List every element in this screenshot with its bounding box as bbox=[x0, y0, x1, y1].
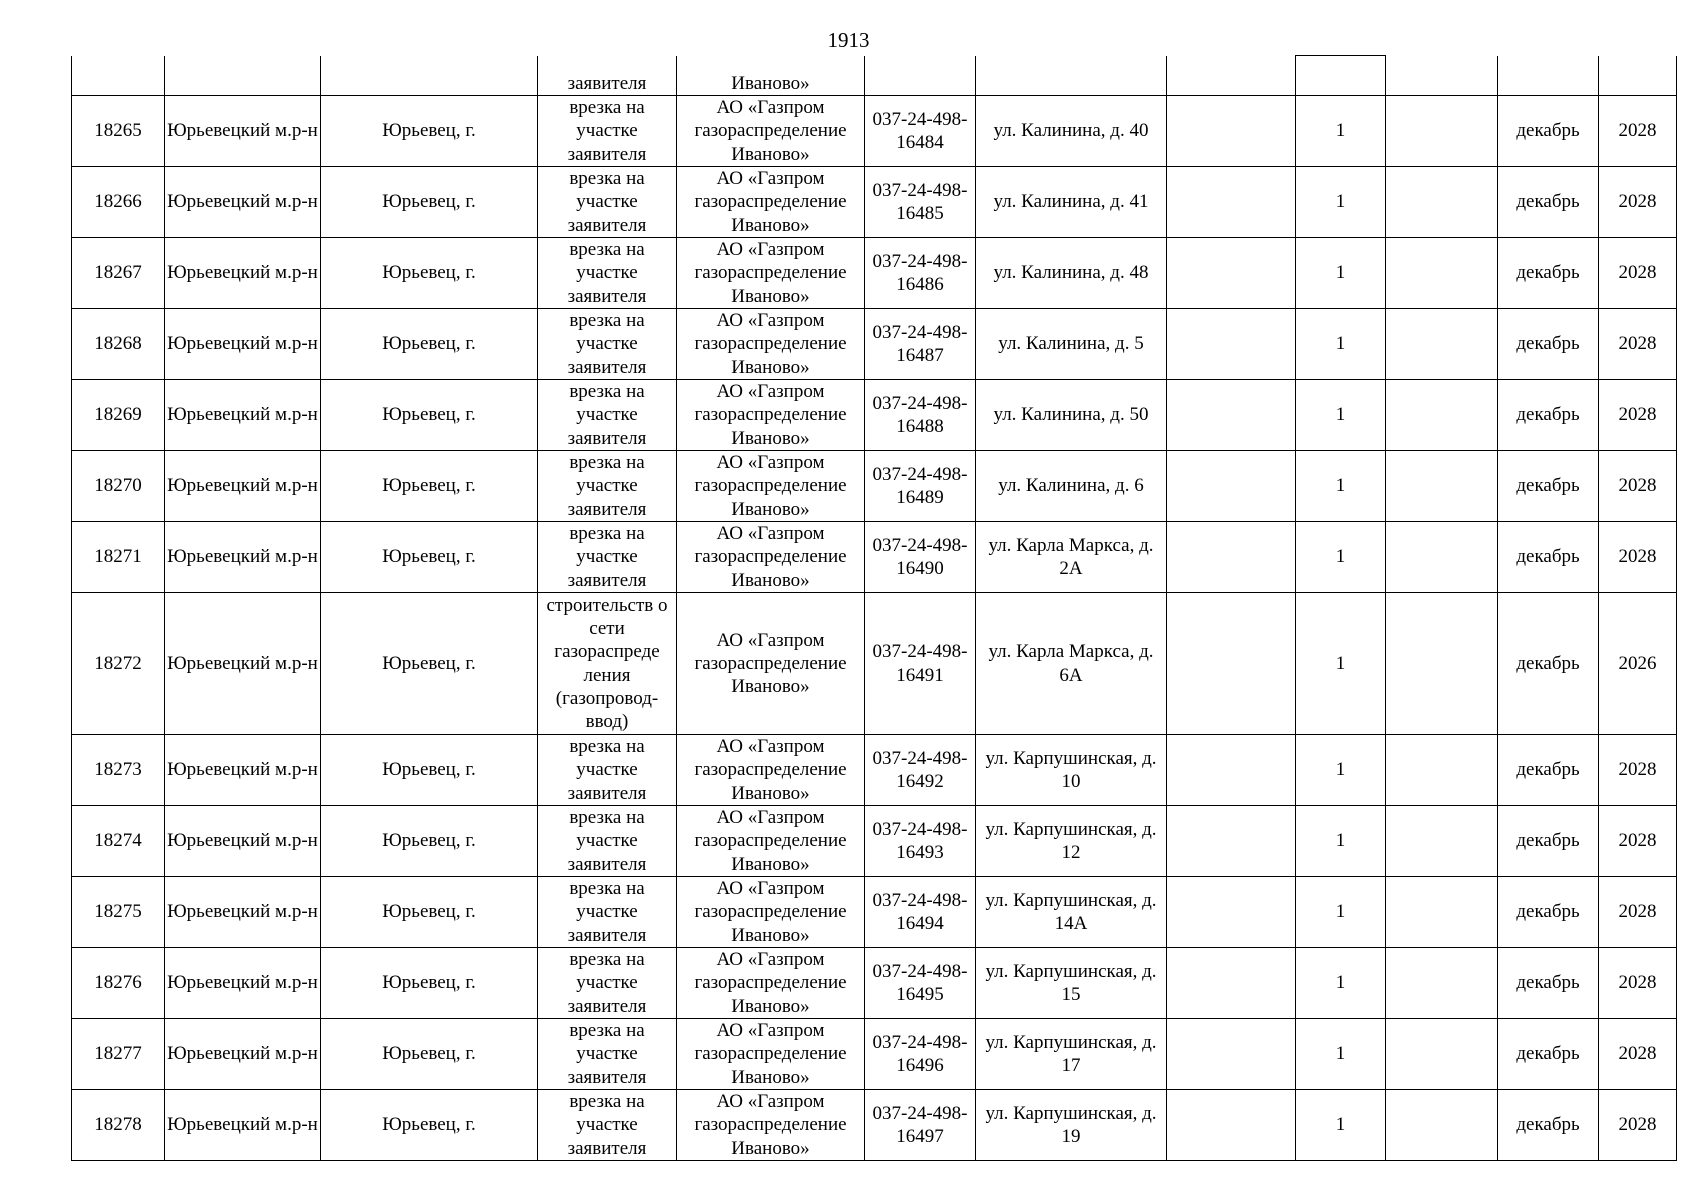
cell-work-type: врезка на участке заявителя bbox=[538, 167, 677, 238]
cell-code: 037-24-498-16496 bbox=[865, 1019, 976, 1090]
cell-locality: Юрьевец, г. bbox=[321, 451, 538, 522]
cell-code: 037-24-498-16491 bbox=[865, 593, 976, 735]
cell-col10 bbox=[1386, 56, 1498, 96]
cell-col10 bbox=[1386, 309, 1498, 380]
cell-organization: АО «Газпром газораспределение Иваново» bbox=[677, 451, 865, 522]
table-row bbox=[72, 735, 1677, 806]
cell-work-type: врезка на участке заявителя bbox=[538, 735, 677, 806]
cell-code: 037-24-498-16492 bbox=[865, 735, 976, 806]
cell-number: 18274 bbox=[72, 806, 165, 877]
cell-col10 bbox=[1386, 593, 1498, 735]
table-row bbox=[72, 96, 1677, 167]
cell-year: 2028 bbox=[1599, 167, 1677, 238]
cell-work-type: строительств о сети газораспреде ления (газопровод-ввод) bbox=[538, 593, 677, 735]
cell-organization: АО «Газпром газораспределение Иваново» bbox=[677, 96, 865, 167]
cell-work-type: врезка на участке заявителя bbox=[538, 309, 677, 380]
cell-col8 bbox=[1167, 96, 1296, 167]
cell-district bbox=[165, 56, 321, 96]
cell-organization: АО «Газпром газораспределение Иваново» bbox=[677, 167, 865, 238]
cell-number: 18267 bbox=[72, 238, 165, 309]
cell-organization: АО «Газпром газораспределение Иваново» bbox=[677, 735, 865, 806]
cell-address: ул. Калинина, д. 41 bbox=[976, 167, 1167, 238]
cell-year: 2028 bbox=[1599, 1090, 1677, 1161]
cell-district: Юрьевецкий м.р-н bbox=[165, 948, 321, 1019]
cell-district: Юрьевецкий м.р-н bbox=[165, 877, 321, 948]
cell-col8 bbox=[1167, 380, 1296, 451]
cell-quantity: 1 bbox=[1296, 877, 1386, 948]
cell-number bbox=[72, 56, 165, 96]
cell-number: 18266 bbox=[72, 167, 165, 238]
cell-district: Юрьевецкий м.р-н bbox=[165, 1090, 321, 1161]
cell-district: Юрьевецкий м.р-н bbox=[165, 593, 321, 735]
cell-col10 bbox=[1386, 451, 1498, 522]
cell-work-type: врезка на участке заявителя bbox=[538, 238, 677, 309]
cell-number: 18276 bbox=[72, 948, 165, 1019]
cell-address: ул. Калинина, д. 6 bbox=[976, 451, 1167, 522]
cell-address: ул. Калинина, д. 50 bbox=[976, 380, 1167, 451]
cell-month: декабрь bbox=[1498, 735, 1599, 806]
cell-district: Юрьевецкий м.р-н bbox=[165, 451, 321, 522]
cell-col8 bbox=[1167, 451, 1296, 522]
cell-month: декабрь bbox=[1498, 451, 1599, 522]
cell-work-type: врезка на участке заявителя bbox=[538, 806, 677, 877]
cell-month: декабрь bbox=[1498, 593, 1599, 735]
cell-quantity: 1 bbox=[1296, 948, 1386, 1019]
cell-address: ул. Карпушинская, д. 12 bbox=[976, 806, 1167, 877]
registry-body bbox=[72, 56, 1677, 1161]
cell-work-type: врезка на участке заявителя bbox=[538, 1019, 677, 1090]
cell-number: 18272 bbox=[72, 593, 165, 735]
continuation-row bbox=[72, 56, 1677, 96]
cell-address: ул. Карла Маркса, д. 2А bbox=[976, 522, 1167, 593]
cell-month: декабрь bbox=[1498, 380, 1599, 451]
cell-number: 18271 bbox=[72, 522, 165, 593]
cell-work-type: врезка на участке заявителя bbox=[538, 451, 677, 522]
cell-number: 18270 bbox=[72, 451, 165, 522]
cell-col10 bbox=[1386, 96, 1498, 167]
table-row bbox=[72, 167, 1677, 238]
table-row bbox=[72, 451, 1677, 522]
cell-year: 2028 bbox=[1599, 96, 1677, 167]
cell-address: ул. Карпушинская, д. 14А bbox=[976, 877, 1167, 948]
cell-work-type: врезка на участке заявителя bbox=[538, 948, 677, 1019]
cell-locality: Юрьевец, г. bbox=[321, 735, 538, 806]
cell-month: декабрь bbox=[1498, 309, 1599, 380]
cell-month: декабрь bbox=[1498, 948, 1599, 1019]
cell-year: 2028 bbox=[1599, 1019, 1677, 1090]
cell-organization: АО «Газпром газораспределение Иваново» bbox=[677, 1090, 865, 1161]
cell-col10 bbox=[1386, 167, 1498, 238]
cell-code: 037-24-498-16486 bbox=[865, 238, 976, 309]
cell-col8 bbox=[1167, 309, 1296, 380]
cell-col10 bbox=[1386, 522, 1498, 593]
cell-month: декабрь bbox=[1498, 167, 1599, 238]
cell-month: декабрь bbox=[1498, 1090, 1599, 1161]
cell-code: 037-24-498-16495 bbox=[865, 948, 976, 1019]
cell-quantity bbox=[1296, 56, 1386, 96]
cell-col10 bbox=[1386, 380, 1498, 451]
cell-year: 2026 bbox=[1599, 593, 1677, 735]
table-row bbox=[72, 1090, 1677, 1161]
cell-code bbox=[865, 56, 976, 96]
cell-locality: Юрьевец, г. bbox=[321, 380, 538, 451]
cell-year: 2028 bbox=[1599, 380, 1677, 451]
cell-code: 037-24-498-16489 bbox=[865, 451, 976, 522]
cell-code: 037-24-498-16484 bbox=[865, 96, 976, 167]
cell-month: декабрь bbox=[1498, 522, 1599, 593]
cell-quantity: 1 bbox=[1296, 96, 1386, 167]
cell-address bbox=[976, 56, 1167, 96]
cell-work-type: врезка на участке заявителя bbox=[538, 1090, 677, 1161]
cell-number: 18265 bbox=[72, 96, 165, 167]
cell-number: 18278 bbox=[72, 1090, 165, 1161]
table-row bbox=[72, 593, 1677, 735]
cell-col8 bbox=[1167, 1019, 1296, 1090]
cell-address: ул. Карпушинская, д. 15 bbox=[976, 948, 1167, 1019]
cell-organization: АО «Газпром газораспределение Иваново» bbox=[677, 309, 865, 380]
cell-col8 bbox=[1167, 735, 1296, 806]
cell-col10 bbox=[1386, 1019, 1498, 1090]
cell-year: 2028 bbox=[1599, 877, 1677, 948]
cell-address: ул. Карпушинская, д. 17 bbox=[976, 1019, 1167, 1090]
cell-number: 18273 bbox=[72, 735, 165, 806]
cell-locality bbox=[321, 56, 538, 96]
cell-work-type: врезка на участке заявителя bbox=[538, 380, 677, 451]
cell-col10 bbox=[1386, 806, 1498, 877]
cell-address: ул. Карпушинская, д. 10 bbox=[976, 735, 1167, 806]
cell-address: ул. Карла Маркса, д. 6А bbox=[976, 593, 1167, 735]
cell-organization: АО «Газпром газораспределение Иваново» bbox=[677, 948, 865, 1019]
cell-quantity: 1 bbox=[1296, 451, 1386, 522]
cell-quantity: 1 bbox=[1296, 1090, 1386, 1161]
table-row bbox=[72, 1019, 1677, 1090]
cell-quantity: 1 bbox=[1296, 735, 1386, 806]
cell-year: 2028 bbox=[1599, 948, 1677, 1019]
cell-col8 bbox=[1167, 1090, 1296, 1161]
cell-month: декабрь bbox=[1498, 877, 1599, 948]
cell-district: Юрьевецкий м.р-н bbox=[165, 806, 321, 877]
cell-organization: Иваново» bbox=[677, 56, 865, 96]
cell-quantity: 1 bbox=[1296, 309, 1386, 380]
cell-col10 bbox=[1386, 238, 1498, 309]
registry-table bbox=[71, 55, 1677, 1161]
cell-locality: Юрьевец, г. bbox=[321, 593, 538, 735]
cell-district: Юрьевецкий м.р-н bbox=[165, 1019, 321, 1090]
cell-col8 bbox=[1167, 238, 1296, 309]
cell-code: 037-24-498-16493 bbox=[865, 806, 976, 877]
cell-work-type: врезка на участке заявителя bbox=[538, 877, 677, 948]
cell-code: 037-24-498-16494 bbox=[865, 877, 976, 948]
cell-month bbox=[1498, 56, 1599, 96]
table-row bbox=[72, 877, 1677, 948]
cell-number: 18269 bbox=[72, 380, 165, 451]
cell-quantity: 1 bbox=[1296, 522, 1386, 593]
cell-code: 037-24-498-16485 bbox=[865, 167, 976, 238]
cell-year bbox=[1599, 56, 1677, 96]
cell-col8 bbox=[1167, 806, 1296, 877]
cell-locality: Юрьевец, г. bbox=[321, 522, 538, 593]
cell-organization: АО «Газпром газораспределение Иваново» bbox=[677, 806, 865, 877]
cell-organization: АО «Газпром газораспределение Иваново» bbox=[677, 238, 865, 309]
cell-year: 2028 bbox=[1599, 238, 1677, 309]
cell-locality: Юрьевец, г. bbox=[321, 238, 538, 309]
cell-district: Юрьевецкий м.р-н bbox=[165, 238, 321, 309]
cell-year: 2028 bbox=[1599, 522, 1677, 593]
cell-district: Юрьевецкий м.р-н bbox=[165, 167, 321, 238]
cell-locality: Юрьевец, г. bbox=[321, 806, 538, 877]
cell-month: декабрь bbox=[1498, 1019, 1599, 1090]
cell-month: декабрь bbox=[1498, 806, 1599, 877]
table-row bbox=[72, 806, 1677, 877]
cell-organization: АО «Газпром газораспределение Иваново» bbox=[677, 522, 865, 593]
cell-quantity: 1 bbox=[1296, 380, 1386, 451]
cell-organization: АО «Газпром газораспределение Иваново» bbox=[677, 1019, 865, 1090]
cell-locality: Юрьевец, г. bbox=[321, 96, 538, 167]
cell-address: ул. Калинина, д. 5 bbox=[976, 309, 1167, 380]
cell-quantity: 1 bbox=[1296, 167, 1386, 238]
cell-organization: АО «Газпром газораспределение Иваново» bbox=[677, 593, 865, 735]
table-row bbox=[72, 309, 1677, 380]
cell-year: 2028 bbox=[1599, 451, 1677, 522]
cell-work-type: врезка на участке заявителя bbox=[538, 522, 677, 593]
cell-quantity: 1 bbox=[1296, 238, 1386, 309]
cell-locality: Юрьевец, г. bbox=[321, 167, 538, 238]
cell-year: 2028 bbox=[1599, 309, 1677, 380]
cell-col10 bbox=[1386, 735, 1498, 806]
cell-organization: АО «Газпром газораспределение Иваново» bbox=[677, 380, 865, 451]
cell-address: ул. Карпушинская, д. 19 bbox=[976, 1090, 1167, 1161]
cell-month: декабрь bbox=[1498, 238, 1599, 309]
cell-district: Юрьевецкий м.р-н bbox=[165, 522, 321, 593]
cell-number: 18277 bbox=[72, 1019, 165, 1090]
cell-locality: Юрьевец, г. bbox=[321, 948, 538, 1019]
cell-col8 bbox=[1167, 877, 1296, 948]
cell-col8 bbox=[1167, 56, 1296, 96]
cell-month: декабрь bbox=[1498, 96, 1599, 167]
table-row bbox=[72, 522, 1677, 593]
cell-code: 037-24-498-16497 bbox=[865, 1090, 976, 1161]
cell-code: 037-24-498-16488 bbox=[865, 380, 976, 451]
cell-col8 bbox=[1167, 593, 1296, 735]
cell-year: 2028 bbox=[1599, 735, 1677, 806]
cell-number: 18275 bbox=[72, 877, 165, 948]
cell-locality: Юрьевец, г. bbox=[321, 877, 538, 948]
cell-code: 037-24-498-16490 bbox=[865, 522, 976, 593]
cell-work-type: врезка на участке заявителя bbox=[538, 96, 677, 167]
cell-district: Юрьевецкий м.р-н bbox=[165, 380, 321, 451]
cell-code: 037-24-498-16487 bbox=[865, 309, 976, 380]
cell-quantity: 1 bbox=[1296, 593, 1386, 735]
cell-district: Юрьевецкий м.р-н bbox=[165, 735, 321, 806]
page-number: 1913 bbox=[827, 28, 870, 52]
cell-col10 bbox=[1386, 1090, 1498, 1161]
cell-district: Юрьевецкий м.р-н bbox=[165, 309, 321, 380]
cell-year: 2028 bbox=[1599, 806, 1677, 877]
cell-quantity: 1 bbox=[1296, 1019, 1386, 1090]
table-row bbox=[72, 380, 1677, 451]
cell-work-type: заявителя bbox=[538, 56, 677, 96]
cell-district: Юрьевецкий м.р-н bbox=[165, 96, 321, 167]
cell-locality: Юрьевец, г. bbox=[321, 309, 538, 380]
cell-organization: АО «Газпром газораспределение Иваново» bbox=[677, 877, 865, 948]
cell-address: ул. Калинина, д. 48 bbox=[976, 238, 1167, 309]
cell-quantity: 1 bbox=[1296, 806, 1386, 877]
cell-locality: Юрьевец, г. bbox=[321, 1019, 538, 1090]
cell-locality: Юрьевец, г. bbox=[321, 1090, 538, 1161]
cell-number: 18268 bbox=[72, 309, 165, 380]
cell-col8 bbox=[1167, 522, 1296, 593]
cell-col8 bbox=[1167, 167, 1296, 238]
cell-col10 bbox=[1386, 948, 1498, 1019]
table-row bbox=[72, 948, 1677, 1019]
table-row bbox=[72, 238, 1677, 309]
cell-col8 bbox=[1167, 948, 1296, 1019]
cell-address: ул. Калинина, д. 40 bbox=[976, 96, 1167, 167]
cell-col10 bbox=[1386, 877, 1498, 948]
